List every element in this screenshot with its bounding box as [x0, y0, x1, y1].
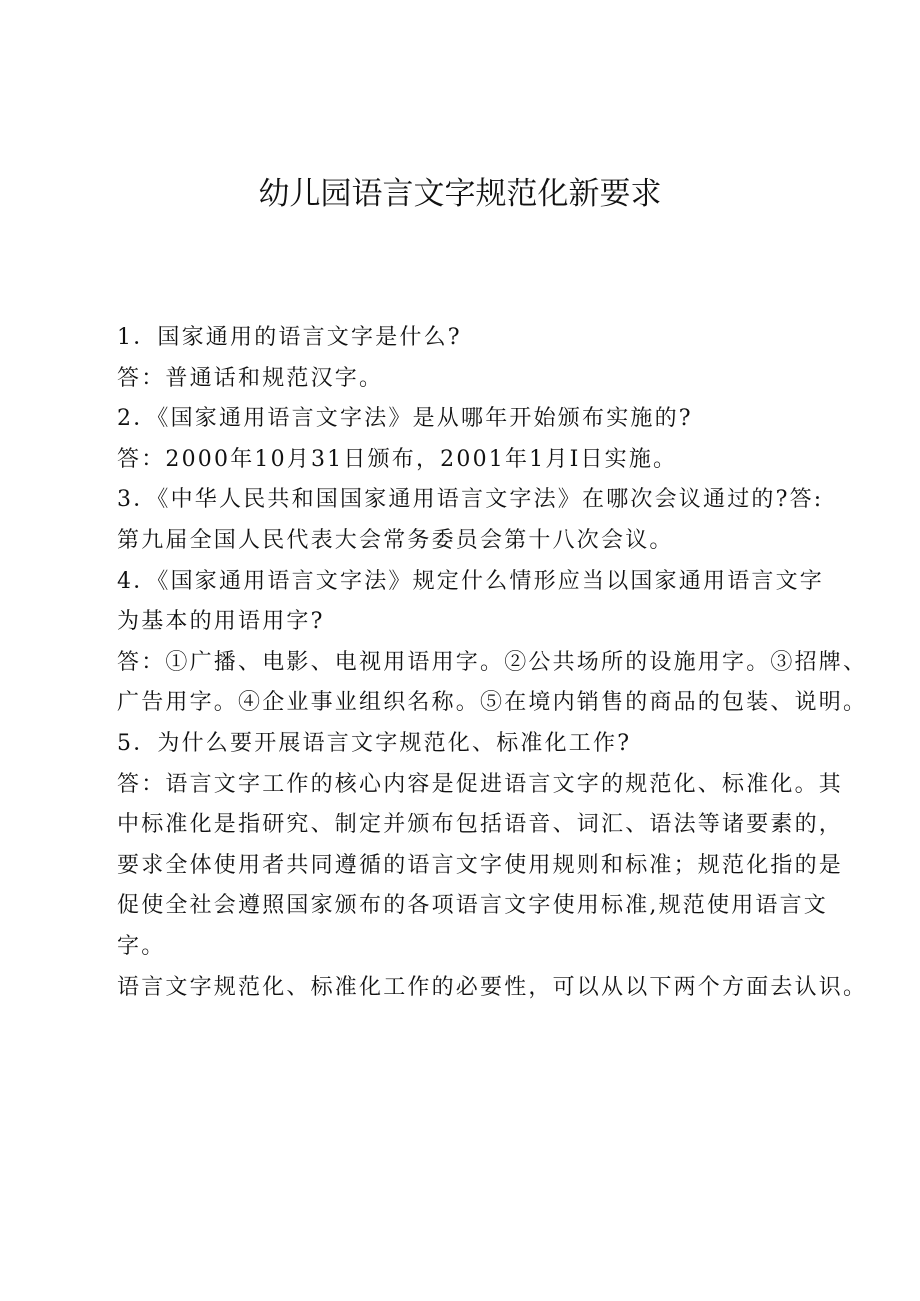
text-line: 广告用字。④企业事业组织名称。⑤在境内销售的商品的包装、说明。 [117, 690, 868, 716]
text-line: 答：2000年10月31日颁布，2001年1月I日实施。 [117, 446, 678, 472]
text-line: 2．《国家通用语言文字法》是从哪年开始颁布实施的? [117, 406, 693, 432]
text-line: 答：普通话和规范汉字。 [117, 365, 384, 391]
text-line: 4．《国家通用语言文字法》规定什么情形应当以国家通用语言文字 [117, 568, 824, 594]
text-line: 答：①广播、电影、电视用语用字。②公共场所的设施用字。③招牌、 [117, 649, 868, 675]
text-line: 1．国家通用的语言文字是什么? [117, 325, 462, 350]
text-line: 为基本的用语用字? [117, 609, 325, 635]
text-line: 第九届全国人民代表大会常务委员会第十八次会议。 [117, 527, 674, 553]
text-line: 促使全社会遵照国家颁布的各项语言文字使用标准,规范使用语言文 [117, 893, 828, 919]
text-line: 要求全体使用者共同遵循的语言文字使用规则和标准；规范化指的是 [117, 852, 844, 878]
text-line: 语言文字规范化、标准化工作的必要性，可以从以下两个方面去认识。 [117, 974, 868, 1000]
text-line: 3．《中华人民共和国国家通用语言文字法》在哪次会议通过的?答: [117, 487, 824, 513]
document-title: 幼儿园语言文字规范化新要求 [258, 176, 662, 212]
document-body [117, 318, 868, 1008]
text-line: 答：语言文字工作的核心内容是促进语言文字的规范化、标准化。其 [117, 771, 844, 797]
text-line: 5．为什么要开展语言文字规范化、标准化工作? [117, 730, 632, 756]
text-line: 字。 [117, 933, 166, 959]
text-line: 中标准化是指研究、制定并颁布包括语音、词汇、语法等诸要素的， [117, 812, 844, 838]
